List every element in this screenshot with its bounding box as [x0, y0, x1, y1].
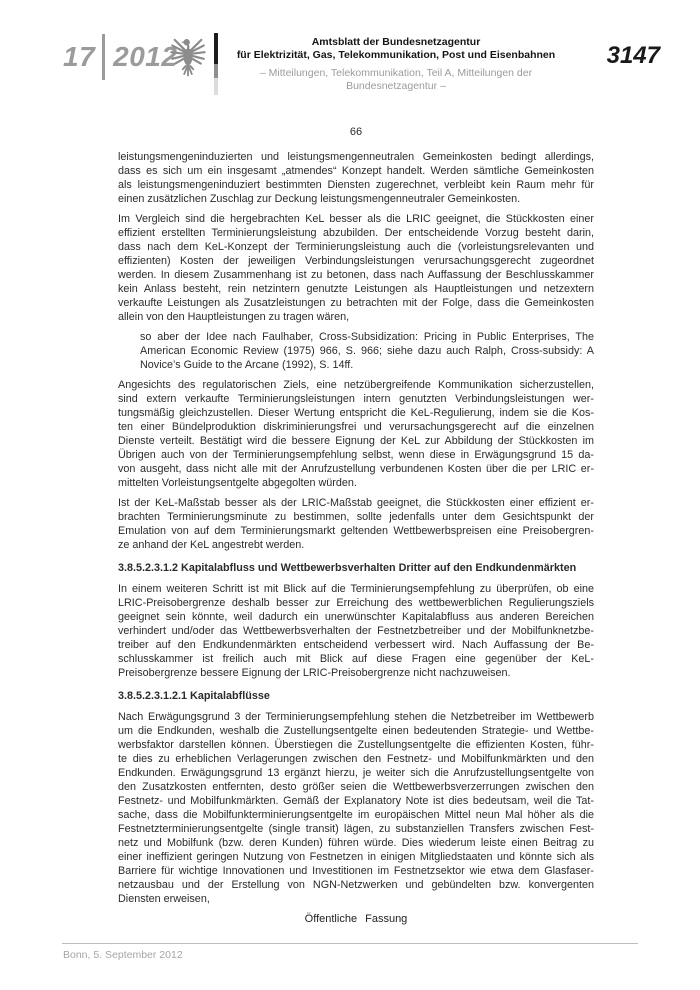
federal-eagle-icon	[169, 30, 207, 82]
text-line: allein von den Hauptleistungen zu tragen wären,	[118, 311, 350, 323]
text-line: te dies zu erheblichen Verlagerungen zwischen den Festnetz- und Mobilfunkmärkten und den	[118, 753, 594, 765]
paragraph	[118, 378, 594, 490]
text-line: ze anhand der KeL angestrebt werden.	[118, 539, 305, 551]
issue-block	[63, 34, 177, 80]
text-line: brachten Terminierungsminute zu bestimmen, sollte jedenfalls unter dem Gesichtspunkt der	[118, 511, 594, 523]
text-line: Preisobergrenze bessere Eignung der LRIC-Preisobergrenze nicht nachzuweisen.	[118, 667, 511, 679]
text-line: so aber der Idee nach Faulhaber, Cross-Subsidization: Pricing in Public Enterprises, The	[140, 331, 594, 343]
text-line: einer ineffizient geringen Nutzung von Festnetzen in einigen Mitgliedstaaten und könnte sich als	[118, 851, 594, 863]
text-line: schlusskammer ist freilich auch mit Blick auf diese Fragen eine gegenüber der KeL-	[118, 653, 594, 665]
paragraph	[118, 212, 594, 324]
text-line: Festnetz- und Mobilfunkmärkten. Gemäß der Explanatory Note ist dies bedeutsam, weil die Tat-	[118, 795, 594, 807]
masthead-title-line2: für Elektrizität, Gas, Telekommunikation, Post und Eisenbahnen	[236, 49, 556, 61]
text-line: Emulation von auf dem Terminierungsmarkt geltenden Wettbewerbspreisen eine Preisobergren-	[118, 525, 594, 537]
text-line: werden. In diesem Zusammenhang ist zu betonen, dass nach Auffassung der Beschlusskammer	[118, 269, 594, 281]
text-line: netz und Mobilfunk (bzw. deren Kunden) führen würde. Dies wiederum leiste einen Beitrag zu	[118, 837, 594, 849]
text-line: als leistungsmengeninduziert bestimmten Diensten zugerechnet, verbleibt kein Raum mehr für	[118, 179, 594, 191]
text-line: Im Vergleich sind die hergebrachten KeL besser als die LRIC geeignet, die Stückkosten einer	[118, 213, 594, 225]
issue-divider	[102, 34, 105, 80]
issue-number: 17	[63, 41, 96, 72]
text-line: dass nach dem KeL-Konzept der Terminierungsleistung auch die (vorleistungsrelevanten und	[118, 241, 594, 253]
text-line: kein Anlass besteht, rein netzintern genutzte Leistungen als Hauptleistungen und netzextern	[118, 283, 594, 295]
text-line: geeignet sein könnte, weil dadurch ein unerwünschter Kapitalabfluss aus anderen Bereichen	[118, 611, 594, 623]
gazette-page-code: 3147	[606, 42, 660, 69]
text-line: Diensten erweisen,	[118, 893, 210, 905]
footer-rule	[62, 943, 638, 944]
section-heading: 3.8.5.2.3.1.2 Kapitalabfluss und Wettbewerbsverhalten Dritter auf den Endkundenmärkten	[118, 562, 577, 574]
paragraph	[118, 582, 594, 680]
paragraph	[118, 150, 594, 206]
paragraph	[118, 710, 594, 906]
place-date: Bonn, 5. September 2012	[63, 949, 183, 961]
header-divider-bar	[214, 33, 218, 95]
text-line: verkaufte Leistungen als Zusatzleistungen zu betrachten mit der Folge, dass die Gemeinkosten	[118, 297, 594, 309]
masthead	[226, 36, 566, 93]
text-line: ten einer Bündelproduktion diskriminierungsfrei und verursachungsgerecht auf die einzelnen	[118, 421, 594, 433]
masthead-subtitle: – Mitteilungen, Telekommunikation, Teil A, Mitteilungen der Bundesnetzagentur –	[259, 67, 533, 92]
text-line: von ausgeht, dass nicht alle mit der Anrufzustellung verbundenen Kosten über die per LRIC er-	[118, 463, 594, 475]
text-line: Endkunden. Erwägungsgrund 13 ergänzt hierzu, je weiter sich die Anrufzustellungsentgelte von	[118, 767, 594, 779]
text-line: verhindert und/oder das Wettbewerbsverhalten der Festnetzbetreiber und der Mobilfunknetzbe-	[118, 625, 594, 637]
issue-year: 2012	[113, 41, 178, 72]
text-line: sind extern verkaufte Terminierungsleistungen intern genutzten Verbindungsleistungen wer-	[118, 393, 594, 405]
paragraph	[118, 496, 594, 552]
publication-classification: Öffentliche Fassung	[304, 913, 408, 925]
text-line: treiber auf den Endkundenmärkten entscheidend verbessert wird. Nach Auffassung der Be-	[118, 639, 594, 651]
text-line: werbsfaktor darstellen können. Überstiegen die Zustellungsentgelte die effizienten Kosten, führ-	[118, 739, 594, 751]
document-body	[118, 150, 594, 912]
section-heading: 3.8.5.2.3.1.2.1 Kapitalabflüsse	[118, 690, 270, 702]
text-line: den Zusatzkosten entfernten, desto größer seien die Wettbewerbsverzerrungen zwischen den	[118, 781, 594, 793]
text-line: Barriere für wichtige Innovationen und Investitionen im Festnetzsektor wie etwa dem Glasfaser-	[118, 865, 594, 877]
text-line: LRIC-Preisobergrenze deshalb besser zur Erreichung des wettbewerblichen Regulierungsziels	[118, 597, 594, 609]
text-line: mittelten Vorleistungsentgelte abgegolten würden.	[118, 477, 357, 489]
text-line: Angesichts des regulatorischen Ziels, eine netzübergreifende Kommunikation sicherzustellen,	[118, 379, 594, 391]
text-line: Nach Erwägungsgrund 3 der Terminierungsempfehlung stehen die Netzbetreiber im Wettbewerb	[118, 711, 594, 723]
text-line: dass es sich um ein insgesamt „atmendes“ Konzept handelt. Werden sämtliche Gemeinkosten	[118, 165, 594, 177]
text-line: netzausbau und der Erstellung von NGN-Netzwerken und gebündelten bzw. konvergenten	[118, 879, 594, 891]
text-line: um die Endkunden, weshalb die Zustellungsentgelte einen bedeutenden Strategie- und Wettbe-	[118, 725, 594, 737]
text-line: leistungsmengeninduzierten und leistungsmengenneutralen Gemeinkosten bedingt allerdings,	[118, 151, 594, 163]
text-line: Übrigen auch von der Terminierungsempfehlung selbst, wenn diese in Erwägungsgrund 15 da-	[118, 449, 594, 461]
citation-block	[118, 330, 594, 372]
masthead-title-line1: Amtsblatt der Bundesnetzagentur	[311, 36, 481, 48]
text-line: Festnetzterminierungsentgelte (single transit) lägen, zu substanziellen Transfers zwischen Fest-	[118, 823, 594, 835]
text-line: effizienten) Kosten der jeweiligen Verbindungsleistungen verursachungsgerecht zugeordnet	[118, 255, 594, 267]
page-number: 66	[349, 126, 363, 138]
text-line: In einem weiteren Schritt ist mit Blick auf die Terminierungsempfehlung zu überprüfen, ob eine	[118, 583, 594, 595]
text-line: Ist der KeL-Maßstab besser als der LRIC-Maßstab geeignet, die Stückkosten einer effizient er-	[118, 497, 594, 509]
text-line: einen zusätzlichen Zuschlag zur Deckung leistungsmengenneutraler Gemeinkosten.	[118, 193, 521, 205]
text-line: sache, dass die Mobilfunkterminierungsentgelte im europäischen Mittel neun Mal höher als die	[118, 809, 594, 821]
text-line: Dienste verteilt. Bestätigt wird die bessere Eignung der KeL zur Abbildung der Stückkosten im	[118, 435, 594, 447]
text-line: American Economic Review (1975) 966, S. 966; siehe dazu auch Ralph, Cross-subsidy: A	[140, 345, 594, 357]
text-line: effizient erstellten Terminierungsleistung abzubilden. Der entscheidende Vorzug besteht darin,	[118, 227, 594, 239]
text-line: tungsmäßig gleichzustellen. Dieser Wertung entspricht die KeL-Regulierung, indem sie die Kos-	[118, 407, 594, 419]
text-line: Novice’s Guide to the Arcane (1992), S. 14ff.	[140, 359, 354, 371]
